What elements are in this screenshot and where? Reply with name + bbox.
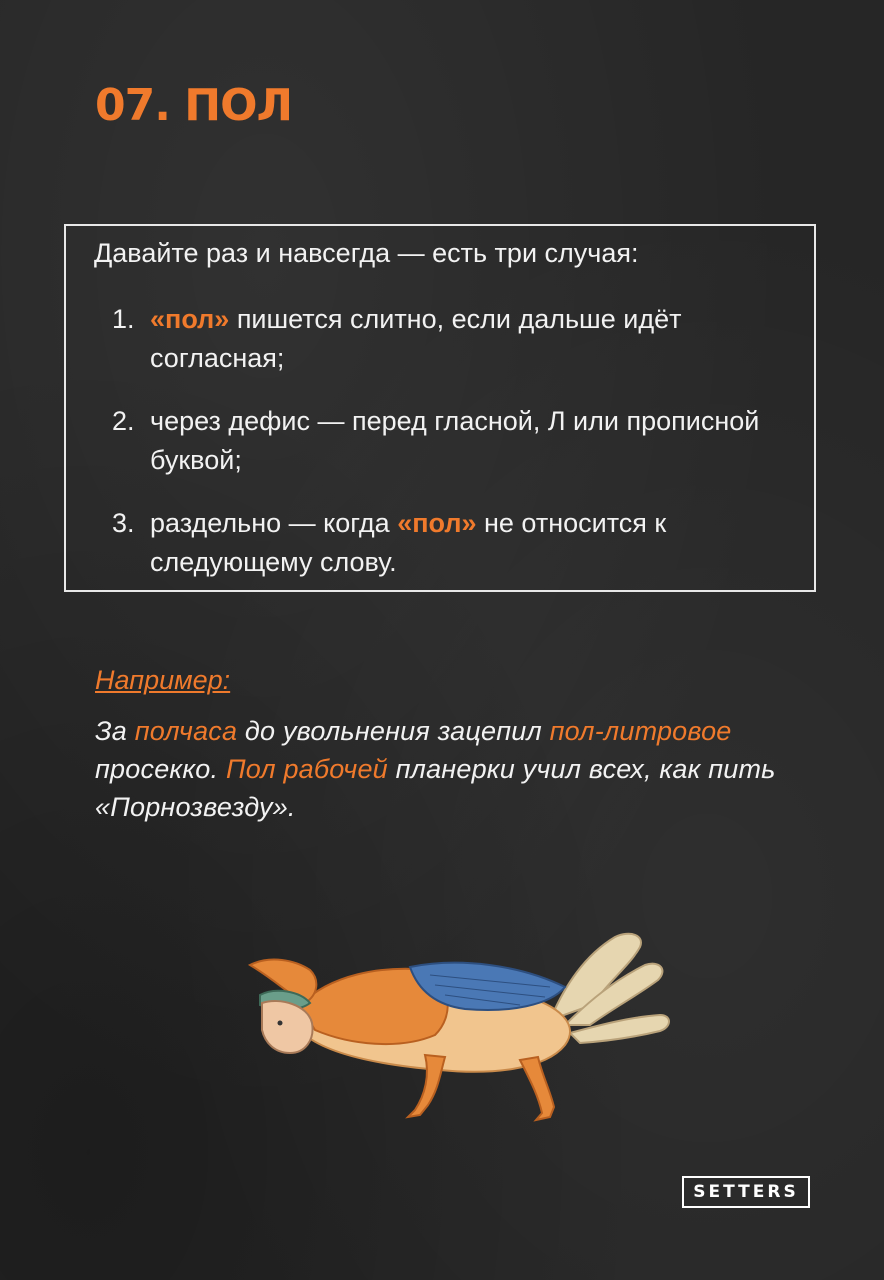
rule-item [112, 402, 792, 480]
example-highlight: полчаса [134, 716, 238, 746]
example-highlight: пол-литровое [549, 716, 732, 746]
highlight-word: «пол» [397, 508, 477, 538]
rules-list [112, 300, 792, 606]
highlight-word: «пол» [150, 304, 230, 334]
medieval-creature-illustration [220, 925, 680, 1125]
rule-item [112, 300, 792, 378]
rule-text: раздельно — когда «пол» не относится к следующему слову. [150, 508, 667, 577]
rule-number: 3. [112, 508, 135, 538]
rule-text: через дефис — перед гласной, Л или прописной буквой; [150, 406, 760, 475]
example-text: За полчаса до увольнения зацепил пол-литровое просекко. Пол рабочей планерки учил всех, как пить «Порнозвезду». [95, 716, 776, 822]
rules-intro: Давайте раз и навсегда — есть три случая: [94, 238, 639, 268]
rule-text: «пол» пишется слитно, если дальше идёт согласная; [150, 304, 682, 373]
rule-number: 2. [112, 406, 135, 436]
setters-logo: SETTERS [682, 1176, 810, 1208]
page-title: 07. ПОЛ [95, 80, 293, 131]
rule-number: 1. [112, 304, 135, 334]
example-highlight: Пол рабочей [225, 754, 388, 784]
rule-item [112, 504, 792, 582]
eye [278, 1021, 283, 1026]
example-label: Например: [95, 665, 231, 695]
